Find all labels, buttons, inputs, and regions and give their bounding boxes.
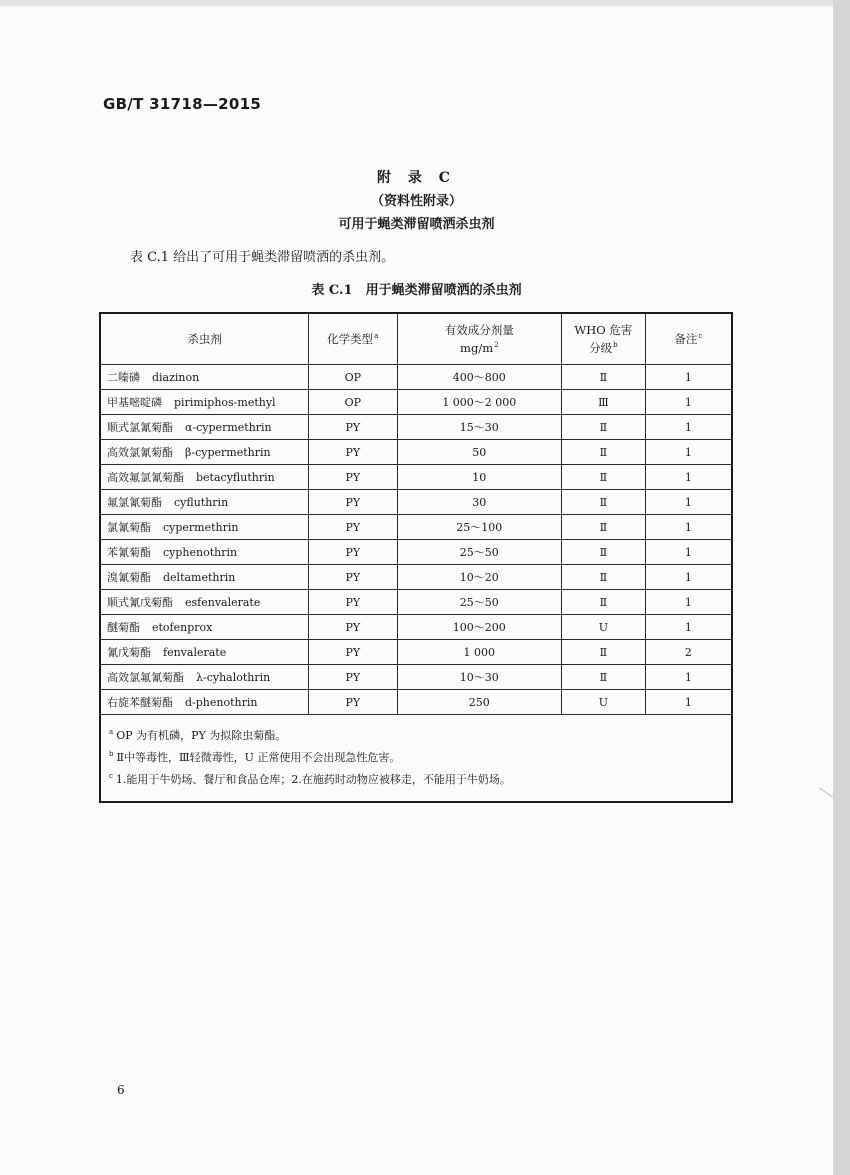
insecticide-table <box>99 312 733 803</box>
cell-who-class: Ⅱ <box>562 640 646 665</box>
cell-insecticide <box>100 415 308 440</box>
cell-chem-type: PY <box>308 515 397 540</box>
insecticide-en-name: pirimiphos-methyl <box>174 396 276 409</box>
table-row <box>100 615 732 640</box>
cell-chem-type: PY <box>308 440 397 465</box>
footnote-text: OP 为有机磷，PY 为拟除虫菊酯。 <box>116 729 287 742</box>
footnote-mark: a <box>374 331 379 340</box>
cell-chem-type: PY <box>308 490 397 515</box>
cell-remark: 1 <box>645 615 732 640</box>
cell-remark: 1 <box>645 465 732 490</box>
cell-dose: 10～20 <box>397 565 561 590</box>
page-number: 6 <box>117 1083 125 1097</box>
cell-insecticide <box>100 490 308 515</box>
cell-who-class: Ⅱ <box>562 440 646 465</box>
cell-chem-type: PY <box>308 640 397 665</box>
cell-dose: 25～50 <box>397 590 561 615</box>
insecticide-cn-name: 右旋苯醚菊酯 <box>107 696 173 709</box>
table-header-row <box>100 313 732 365</box>
cell-insecticide <box>100 690 308 715</box>
insecticide-en-name: etofenprox <box>152 621 213 634</box>
header-remarks: 备注$^c$ <box>645 313 732 365</box>
footnotes <box>100 715 732 803</box>
cell-chem-type: OP <box>308 390 397 415</box>
insecticide-en-name: diazinon <box>152 371 200 384</box>
cell-remark: 1 <box>645 540 732 565</box>
cell-dose: 15～30 <box>397 415 561 440</box>
cell-chem-type: PY <box>308 665 397 690</box>
cell-dose: 100～200 <box>397 615 561 640</box>
viewer-edge <box>833 0 850 1175</box>
scan-mark <box>819 788 833 798</box>
insecticide-en-name: cyphenothrin <box>163 546 238 559</box>
cell-who-class: Ⅱ <box>562 590 646 615</box>
table-row <box>100 690 732 715</box>
cell-insecticide <box>100 440 308 465</box>
cell-who-class: Ⅱ <box>562 515 646 540</box>
insecticide-en-name: cypermethrin <box>163 521 239 534</box>
insecticide-en-name: d-phenothrin <box>185 696 258 709</box>
insecticide-cn-name: 醚菊酯 <box>107 621 140 634</box>
cell-who-class: U <box>562 615 646 640</box>
cell-who-class: Ⅱ <box>562 465 646 490</box>
cell-remark: 1 <box>645 365 732 390</box>
header-who: WHO 危害 分级$^b$ <box>562 313 646 365</box>
table-row <box>100 465 732 490</box>
table-row <box>100 415 732 440</box>
cell-remark: 1 <box>645 490 732 515</box>
cell-who-class: Ⅱ <box>562 565 646 590</box>
cell-chem-type: PY <box>308 415 397 440</box>
footnote-text: 1.能用于牛奶场、餐厅和食品仓库；2.在施药时动物应被移走，不能用于牛奶场。 <box>115 773 511 786</box>
cell-chem-type: PY <box>308 690 397 715</box>
footnote-mark: b <box>613 341 618 350</box>
cell-dose: 25～100 <box>397 515 561 540</box>
cell-who-class: U <box>562 690 646 715</box>
footnote-line <box>109 725 723 747</box>
insecticide-en-name: α-cypermethrin <box>185 421 272 434</box>
cell-dose: 30 <box>397 490 561 515</box>
table-row <box>100 640 732 665</box>
cell-chem-type: PY <box>308 465 397 490</box>
insecticide-en-name: fenvalerate <box>163 646 227 659</box>
cell-remark: 1 <box>645 415 732 440</box>
cell-dose: 10 <box>397 465 561 490</box>
cell-dose: 10～30 <box>397 665 561 690</box>
insecticide-cn-name: 苯氰菊酯 <box>107 546 151 559</box>
insecticide-cn-name: 高效氯氟氰菊酯 <box>107 671 184 684</box>
intro-text: 表 C.1 给出了可用于蝇类滞留喷洒的杀虫剂。 <box>130 250 395 265</box>
appendix-subtitle: （资料性附录） <box>370 194 462 209</box>
cell-dose: 1 000～2 000 <box>397 390 561 415</box>
cell-insecticide <box>100 515 308 540</box>
cell-dose: 25～50 <box>397 540 561 565</box>
cell-who-class: Ⅱ <box>562 365 646 390</box>
insecticide-cn-name: 氯氰菊酯 <box>107 521 151 534</box>
cell-insecticide <box>100 390 308 415</box>
footnotes-row <box>100 715 732 803</box>
cell-remark: 1 <box>645 590 732 615</box>
cell-insecticide <box>100 615 308 640</box>
table-row <box>100 365 732 390</box>
table-row <box>100 440 732 465</box>
cell-insecticide <box>100 365 308 390</box>
cell-chem-type: OP <box>308 365 397 390</box>
cell-chem-type: PY <box>308 565 397 590</box>
header-chem-type: 化学类型$^a$ <box>308 313 397 365</box>
cell-who-class: Ⅱ <box>562 415 646 440</box>
cell-dose: 50 <box>397 440 561 465</box>
cell-insecticide <box>100 665 308 690</box>
insecticide-cn-name: 甲基嘧啶磷 <box>107 396 162 409</box>
cell-dose: 400～800 <box>397 365 561 390</box>
cell-remark: 1 <box>645 515 732 540</box>
insecticide-cn-name: 氟氯氰菊酯 <box>107 496 162 509</box>
insecticide-en-name: deltamethrin <box>163 571 236 584</box>
footnote-line <box>109 747 723 769</box>
cell-remark: 1 <box>645 665 732 690</box>
header-insecticide: 杀虫剂 <box>100 313 308 365</box>
insecticide-cn-name: 顺式氰戊菊酯 <box>107 596 173 609</box>
footnote-text: Ⅱ中等毒性，Ⅲ轻微毒性，U 正常使用不会出现急性危害。 <box>116 751 401 764</box>
table-row <box>100 515 732 540</box>
footnote-mark: c <box>698 331 703 340</box>
table-row <box>100 565 732 590</box>
insecticide-cn-name: 二嗪磷 <box>107 371 140 384</box>
insecticide-cn-name: 氰戊菊酯 <box>107 646 151 659</box>
cell-remark: 1 <box>645 565 732 590</box>
appendix-heading: 可用于蝇类滞留喷洒杀虫剂 <box>338 217 495 232</box>
insecticide-cn-name: 溴氰菊酯 <box>107 571 151 584</box>
insecticide-cn-name: 高效氟氯氰菊酯 <box>107 471 184 484</box>
cell-insecticide <box>100 540 308 565</box>
top-edge <box>0 0 833 6</box>
footnote-mark: a <box>109 728 114 737</box>
cell-who-class: Ⅲ <box>562 390 646 415</box>
cell-insecticide <box>100 565 308 590</box>
cell-insecticide <box>100 640 308 665</box>
cell-dose: 250 <box>397 690 561 715</box>
cell-remark: 2 <box>645 640 732 665</box>
cell-insecticide <box>100 590 308 615</box>
table-row <box>100 540 732 565</box>
insecticide-en-name: λ-cyhalothrin <box>196 671 271 684</box>
insecticide-en-name: esfenvalerate <box>185 596 261 609</box>
standard-code: GB/T 31718—2015 <box>103 95 262 113</box>
insecticide-en-name: cyfluthrin <box>174 496 229 509</box>
table-row <box>100 590 732 615</box>
footnote-mark: c <box>109 772 113 781</box>
table-row <box>100 665 732 690</box>
footnote-mark: b <box>109 750 114 759</box>
table-row <box>100 390 732 415</box>
insecticide-cn-name: 高效氯氰菊酯 <box>107 446 173 459</box>
header-dose: 有效成分剂量 $mg/m^2$ <box>397 313 561 365</box>
insecticide-en-name: β-cypermethrin <box>185 446 271 459</box>
cell-remark: 1 <box>645 390 732 415</box>
insecticide-en-name: betacyfluthrin <box>196 471 275 484</box>
appendix-title: 附 录 C <box>377 170 456 186</box>
cell-who-class: Ⅱ <box>562 490 646 515</box>
cell-remark: 1 <box>645 690 732 715</box>
cell-insecticide <box>100 465 308 490</box>
cell-dose: 1 000 <box>397 640 561 665</box>
table-caption: 表 C.1 用于蝇类滞留喷洒的杀虫剂 <box>311 283 522 298</box>
table-row <box>100 490 732 515</box>
unit-exponent: 2 <box>494 341 499 350</box>
cell-who-class: Ⅱ <box>562 540 646 565</box>
insecticide-cn-name: 顺式氯氰菊酯 <box>107 421 173 434</box>
cell-who-class: Ⅱ <box>562 665 646 690</box>
cell-chem-type: PY <box>308 590 397 615</box>
footnote-line <box>109 769 723 791</box>
cell-remark: 1 <box>645 440 732 465</box>
cell-chem-type: PY <box>308 540 397 565</box>
cell-chem-type: PY <box>308 615 397 640</box>
